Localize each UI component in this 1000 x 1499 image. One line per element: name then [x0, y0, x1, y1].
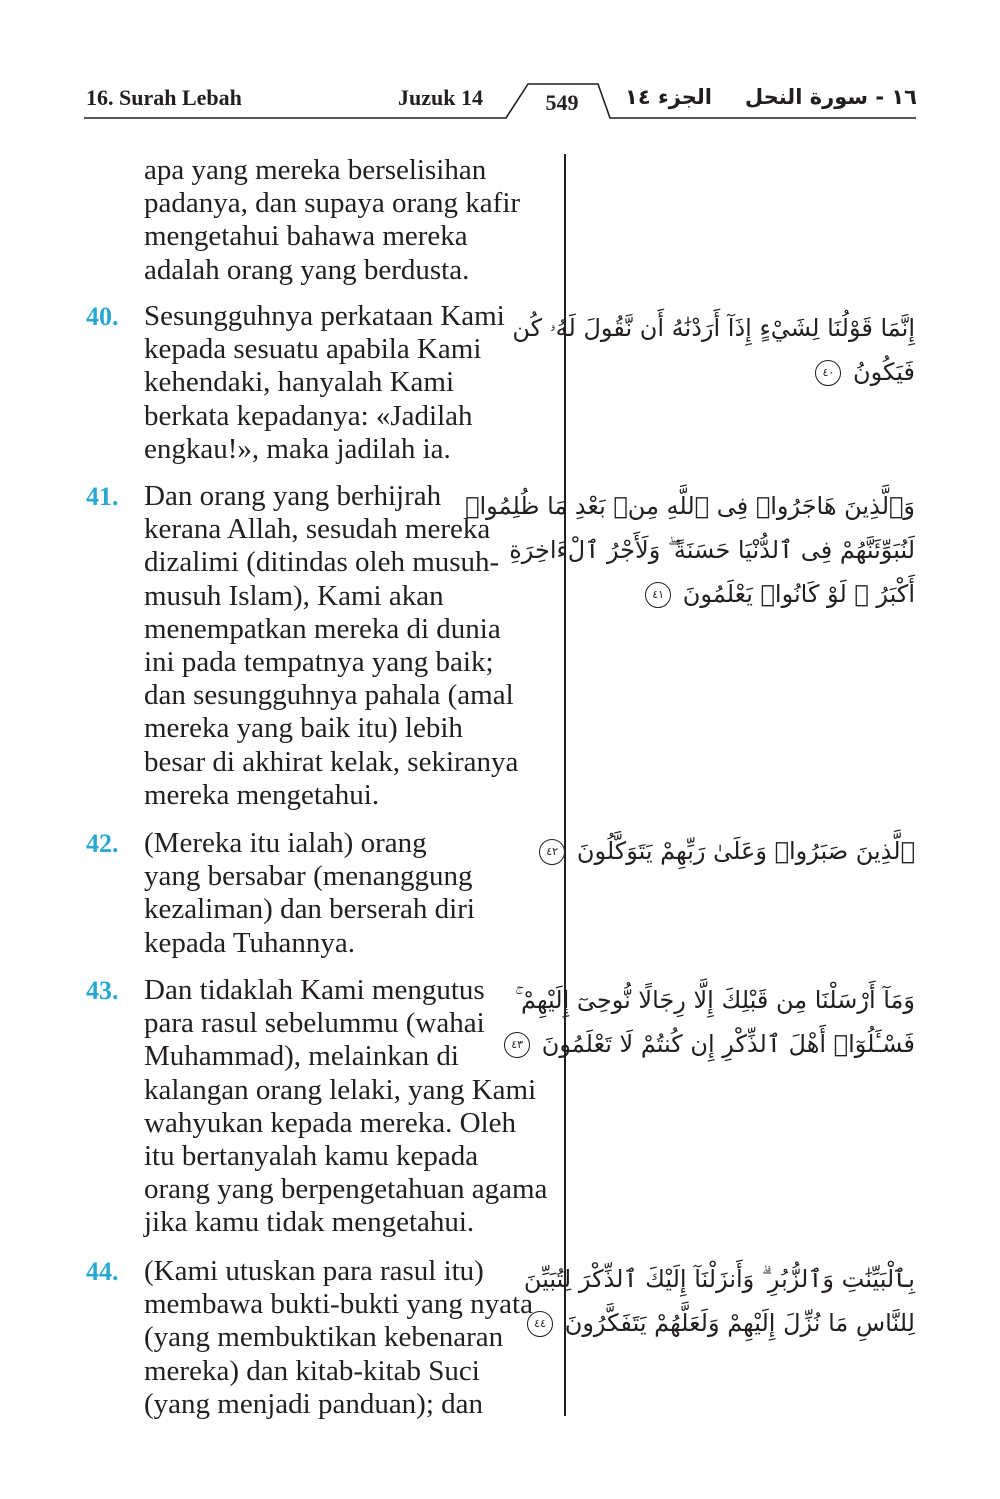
- translation-line: (Kami utuskan para rasul itu): [144, 1255, 484, 1287]
- arabic-text: ٱلَّذِينَ صَبَرُوا۟ وَعَلَىٰ رَبِّهِمْ يَتَوَكَّلُونَ: [576, 837, 915, 865]
- juz-label-arabic: الجزء ١٤: [625, 85, 712, 109]
- verse-number: 44.: [86, 1257, 119, 1286]
- translation-line: (Mereka itu ialah) orang: [144, 827, 427, 859]
- translation-line: Sesungguhnya perkataan Kami: [144, 300, 505, 332]
- page-header: [0, 0, 1000, 130]
- translation-line: ini pada tempatnya yang baik;: [144, 646, 494, 679]
- translation-line: wahyukan kepada mereka. Oleh: [144, 1106, 517, 1139]
- translation-line: kepada Tuhannya.: [144, 926, 356, 959]
- arabic-text: فَيَكُونُ: [853, 358, 915, 386]
- verse-number: 40.: [86, 302, 119, 331]
- surah-title: 16. Surah Lebah: [86, 85, 242, 110]
- translation-line: engkau!», maka jadilah ia.: [144, 432, 451, 465]
- verse-translation: [144, 300, 562, 466]
- translation-line: besar di akhirat kelak, sekiranya: [144, 745, 519, 778]
- juz-label: Juzuk 14: [398, 85, 483, 110]
- arabic-line: [534, 1301, 915, 1345]
- translation-line: mereka yang baik itu) lebih: [144, 712, 463, 745]
- translation-line: berkata kepadanya: «Jadilah: [144, 399, 473, 432]
- translation-line: dizalimi (ditindas oleh musuh-: [144, 546, 500, 579]
- translation-line: dan sesungguhnya pahala (amal: [144, 679, 514, 712]
- translation-line: menempatkan mereka di dunia: [144, 612, 501, 645]
- verse-translation: [144, 154, 562, 287]
- verse-translation: [144, 974, 562, 1240]
- arabic-text: فَسْـَٔلُوٓا۟ أَهْلَ ٱلذِّكْرِ إِن كُنتُمْ لَا تَعْلَمُونَ: [541, 1030, 915, 1058]
- translation-line: (yang menjadi panduan); dan: [144, 1387, 484, 1420]
- verse-arabic: [511, 978, 915, 1066]
- verse-number: 42.: [86, 829, 119, 858]
- verse-arabic: [523, 1257, 915, 1345]
- verse-translation: [144, 1255, 562, 1421]
- translation-line: kezaliman) dan berserah diri: [144, 893, 475, 926]
- translation-line: membawa bukti-bukti yang nyata: [144, 1288, 533, 1321]
- translation-line: kalangan orang lelaki, yang Kami: [144, 1073, 537, 1106]
- arabic-line: بِٱلْبَيِّنَٰتِ وَٱلزُّبُرِ ۗ وَأَنزَلْنَآ إِلَيْكَ ٱلذِّكْرَ لِتُبَيِّنَ: [523, 1265, 915, 1293]
- translation-line: mereka mengetahui.: [144, 778, 380, 811]
- arabic-line: [546, 829, 915, 873]
- translation-line: mereka) dan kitab-kitab Suci: [144, 1354, 480, 1387]
- verse-arabic: [546, 829, 915, 873]
- arabic-line: وَمَآ أَرْسَلْنَا مِن قَبْلِكَ إِلَّا رِجَالًا نُّوحِىٓ إِلَيْهِمْ ۚ: [515, 986, 915, 1014]
- arabic-line: [585, 350, 915, 394]
- translation-line: adalah orang yang berdusta.: [144, 253, 470, 286]
- translation-line: jika kamu tidak mengetahui.: [144, 1206, 475, 1239]
- arabic-text: لِلنَّاسِ مَا نُزِّلَ إِلَيْهِمْ وَلَعَلَّهُمْ يَتَفَكَّرُونَ: [564, 1309, 915, 1337]
- page-number: 549: [545, 90, 579, 115]
- verse-translation: [144, 827, 562, 960]
- arabic-text: أَكْبَرُ ۚ لَوْ كَانُوا۟ يَعْلَمُونَ: [682, 580, 915, 608]
- arabic-line: إِنَّمَا قَوْلُنَا لِشَيْءٍ إِذَآ أَرَدْنَٰهُ أَن نَّقُولَ لَهُۥ كُن: [512, 314, 915, 342]
- arabic-line: وَٱلَّذِينَ هَاجَرُوا۟ فِى ٱللَّهِ مِنۢ بَعْدِ مَا ظُلِمُوا۟: [465, 492, 915, 520]
- verse-number: 41.: [86, 482, 119, 511]
- translation-line: kehendaki, hanyalah Kami: [144, 366, 455, 399]
- translation-line: padanya, dan supaya orang kafir: [144, 187, 521, 220]
- translation-line: Muhammad), melainkan di: [144, 1040, 459, 1073]
- arabic-line: [585, 572, 915, 616]
- verse-arabic: [512, 306, 915, 394]
- surah-title-arabic: ١٦ - سورة النحل: [744, 85, 917, 109]
- verse-arabic: [465, 484, 915, 616]
- ayah-end-marker: ٤١: [645, 582, 671, 608]
- translation-line: orang yang berpengetahuan agama: [144, 1173, 548, 1206]
- ayah-end-marker: ٤٠: [815, 360, 841, 386]
- translation-line: mengetahui bahawa mereka: [144, 220, 468, 253]
- translation-line: kerana Allah, sesudah mereka: [144, 513, 491, 546]
- ayah-end-marker: ٤٢: [539, 839, 565, 865]
- translation-line: kepada sesuatu apabila Kami: [144, 333, 482, 366]
- translation-line: itu bertanyalah kamu kepada: [144, 1140, 479, 1173]
- translation-line: para rasul sebelummu (wahai: [144, 1007, 485, 1040]
- translation-line: yang bersabar (menanggung: [144, 860, 473, 893]
- verse-number: 43.: [86, 976, 119, 1005]
- translation-line: (yang membuktikan kebenaran: [144, 1321, 504, 1354]
- ayah-end-marker: ٤٤: [527, 1311, 553, 1337]
- verse-translation: [144, 480, 562, 812]
- translation-line: Dan orang yang berhijrah: [144, 480, 442, 512]
- translation-line: apa yang mereka berselisihan: [144, 154, 487, 186]
- ayah-end-marker: ٤٣: [504, 1032, 530, 1058]
- arabic-line: [511, 1022, 915, 1066]
- translation-line: musuh Islam), Kami akan: [144, 579, 444, 612]
- arabic-line: لَنُبَوِّئَنَّهُمْ فِى ٱلدُّنْيَا حَسَنَةً ۖ وَلَأَجْرُ ٱلْءَاخِرَةِ: [509, 536, 915, 564]
- translation-line: Dan tidaklah Kami mengutus: [144, 974, 485, 1006]
